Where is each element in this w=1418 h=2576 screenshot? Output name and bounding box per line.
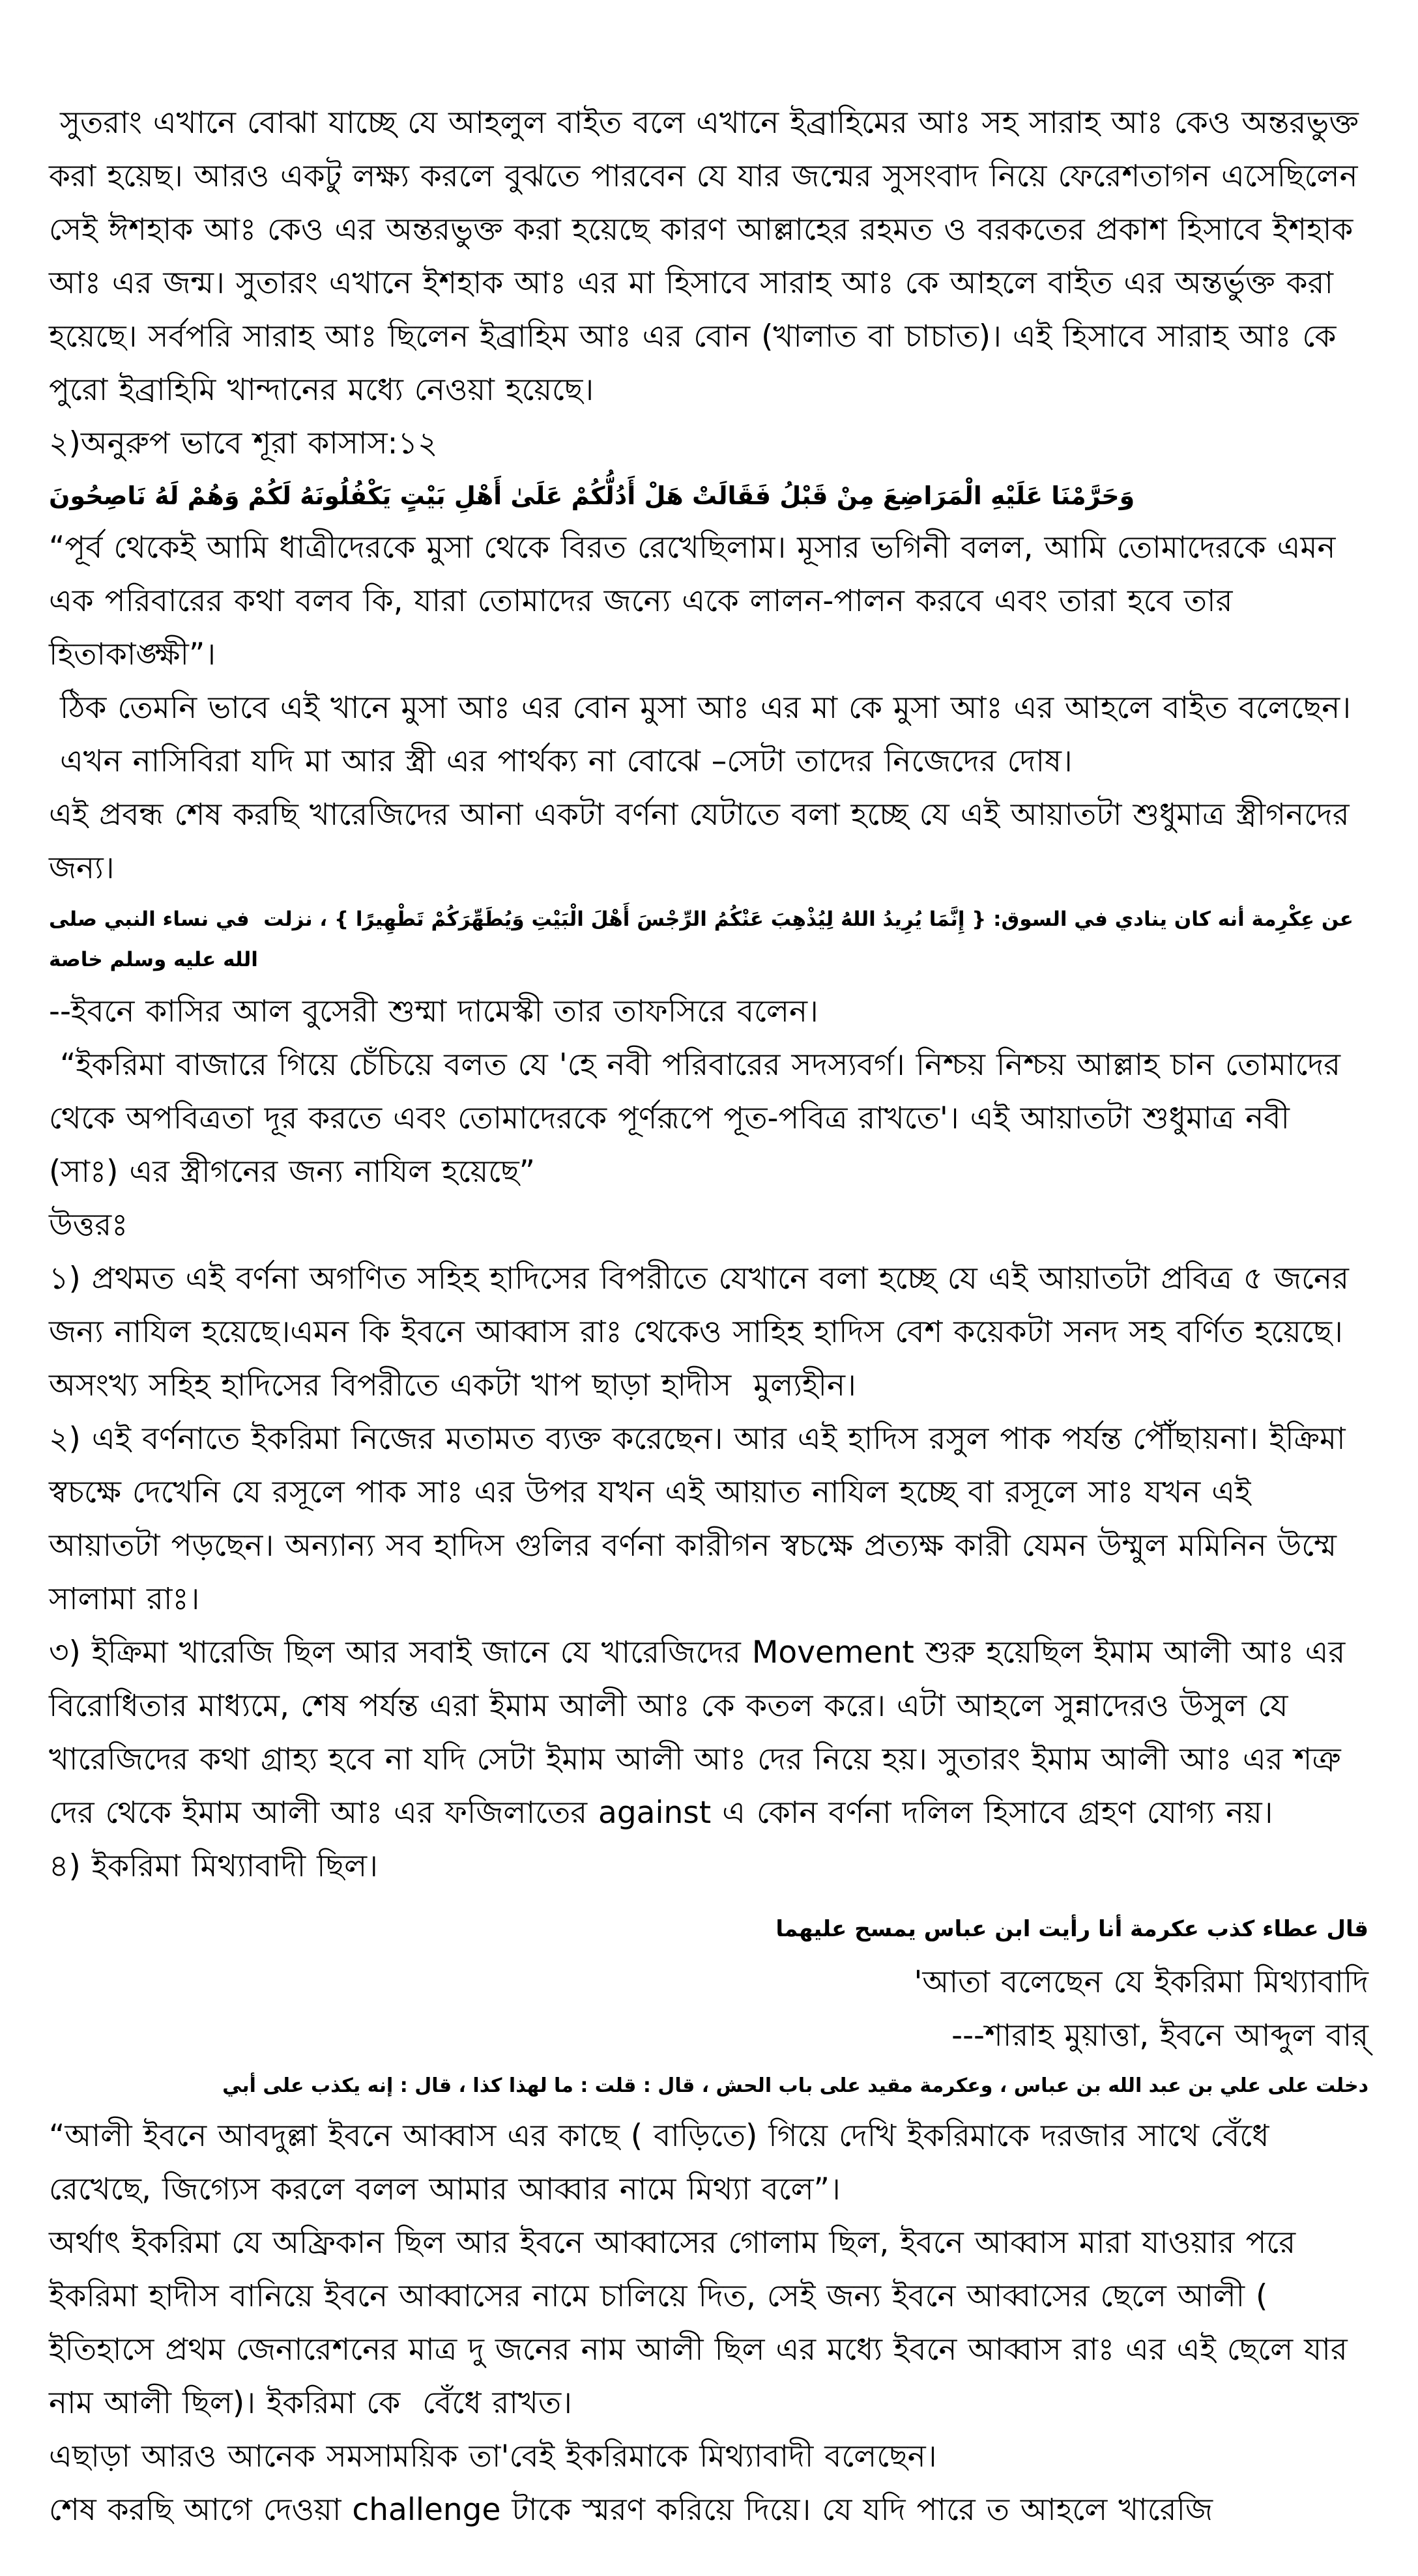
para-ibn-kathir: --ইবনে কাসির আল বুসেরী শুম্মা দামেস্কী তার তাফসিরে বলেন। bbox=[49, 994, 818, 1029]
para-closing-challenge: শেষ করছি আগে দেওয়া challenge টাকে স্মরণ করিয়ে দিয়ে। যে যদি পারে ত আহলে খারেজি bbox=[49, 2492, 1213, 2528]
para-musa-ahle-bait: ঠিক তেমনি ভাবে এই খানে মুসা আঃ এর বোন মুসা আঃ এর মা কে মুসা আঃ এর আহলে বাইত বলেছেন। bbox=[49, 690, 1352, 726]
quote-ali-ibn-abdullah: “আলী ইবনে আবদুল্লা ইবনে আব্বাস এর কাছে ( বাড়িতে) গিয়ে দেখি ইকরিমাকে দরজার সাথে বেঁধে রেখেছে, জিগ্যেস করলে বলল আমার আব্বার নামে মিথ্যা বলে”। bbox=[49, 2118, 1281, 2207]
answer-point-3: ৩) ইক্রিমা খারেজি ছিল আর সবাই জানে যে খারেজিদের Movement শুরু হয়েছিল ইমাম আলী আঃ এর বিরোধিতার মাধ্যমে, শেষ পর্যন্ত এরা ইমাম আলী আঃ কে কতল করে। এটা আহলে সুন্নাদেরও উসুল যে খারেজিদের কথা গ্রাহ্য হবে না যদি সেটা ইমাম আলী আঃ দের নিয়ে হয়। সুতারং ইমাম আলী আঃ এর শত্রু দের থেকে ইমাম আলী আঃ এর ফজিলাতের against এ কোন বর্ণনা দলিল হিসাবে গ্রহণ যোগ্য নয়। bbox=[49, 1635, 1357, 1831]
answer-point-2: ২) এই বর্ণনাতে ইকরিমা নিজের মতামত ব্যক্ত করেছেন। আর এই হাদিস রসুল পাক পর্যন্ত পৌঁছায়না। ইক্রিমা স্বচক্ষে দেখেনি যে রসূলে পাক সাঃ এর উপর যখন এই আয়াত নাযিল হচ্ছে বা রসূলে সাঃ যখন এই আয়াতটা পড়ছেন। অন্যান্য সব হাদিস গুলির বর্ণনা কারীগন স্বচক্ষে প্রত্যক্ষ কারী যেমন উম্মুল মমিনিন উম্মে সালামা রাঃ। bbox=[49, 1421, 1357, 1617]
answer-point-1: ১) প্রথমত এই বর্ণনা অগণিত সহিহ হাদিসের বিপরীতে যেখানে বলা হচ্ছে যে এই আয়াতটা প্রবিত্র ৫ জনের জন্য নাযিল হয়েছে।এমন কি ইবনে আব্বাস রাঃ থেকেও সাহিহ হাদিস বেশ কয়েকটা সনদ সহ বর্ণিত হয়েছে। অসংখ্য সহিহ হাদিসের বিপরীতে একটা খাপ ছাড়া হাদীস মুল্যহীন। bbox=[49, 1261, 1360, 1403]
para-probondho-shesh: এই প্রবন্ধ শেষ করছি খারেজিদের আনা একটা বর্ণনা যেটাতে বলা হচ্ছে যে এই আয়াতটা শুধুমাত্র স্ত্রীগনদের জন্য। bbox=[49, 797, 1361, 886]
translation-qasas: “পূর্ব থেকেই আমি ধাত্রীদেরকে মুসা থেকে বিরত রেখেছিলাম। মূসার ভগিনী বলল, আমি তোমাদেরকে এমন এক পরিবারের কথা বলব কি, যারা তোমাদের জন্যে একে লালন-পালন করবে এবং তারা হবে তার হিতাকাঙ্ক্ষী”। bbox=[49, 530, 1347, 672]
ata-translation: 'আতা বলেছেন যে ইকরিমা মিথ্যাবাদি bbox=[914, 1964, 1368, 2000]
answer-label: উত্তরঃ bbox=[49, 1207, 128, 1243]
para-ikrima-quote: “ইকরিমা বাজারে গিয়ে চেঁচিয়ে বলত যে 'হে নবী পরিবারের সদস্যবর্গ। নিশ্চয় নিশ্চয় আল্লাহ চান তোমাদের থেকে অপবিত্রতা দূর করতে এবং তোমাদেরকে পূর্ণরূপে পূত-পবিত্র রাখতে'। এই আয়াতটা শুধুমাত্র নবী (সাঃ) এর স্ত্রীগনের জন্য নাযিল হয়েছে” bbox=[49, 1047, 1352, 1190]
arabic-ikrima-report: عن عِكْرِمة أنه كان ينادي في السوق: { إِنَّمَا يُرِيدُ اللهُ لِيُذْهِبَ عَنْكُمُ الرِّجْسَ أَهْلَ الْبَيْتِ وَيُطَهِّرَكُمْ تَطْهِيرًا } ، نزلت في نساء النبي صلى الله عليه وسلم خاصة bbox=[42, 908, 1353, 971]
arabic-ata-quote: قال عطاء كذب عكرمة أنا رأيت ابن عباس يمسح عليهما bbox=[775, 1916, 1368, 1942]
para-nasibi: এখন নাসিবিরা যদি মা আর স্ত্রী এর পার্থক্য না বোঝে –সেটা তাদের নিজেদের দোষ। bbox=[49, 743, 1073, 779]
arabic-verse-qasas: وَحَرَّمْنَا عَلَيْهِ الْمَرَاضِعَ مِنْ قَبْلُ فَقَالَتْ هَلْ أَدُلُّكُمْ عَلَىٰ أَهْلِ بَيْتٍ يَكْفُلُونَهُ لَكُمْ وَهُمْ لَهُ نَاصِحُونَ bbox=[49, 481, 1135, 510]
para-contemporaries: এছাড়া আরও আনেক সমসাময়িক তা'বেই ইকরিমাকে মিথ্যাবাদী বলেছেন। bbox=[49, 2439, 937, 2474]
source-sharah-muatta: ---শারাহ মুয়াত্তা, ইবনে আব্দুল বার্ bbox=[951, 2018, 1368, 2054]
heading-sura-qasas: ২)অনুরুপ ভাবে শূরা কাসাস:১২ bbox=[49, 425, 438, 461]
arabic-dakhaltu-report: دخلت على علي بن عبد الله بن عباس ، وعكرمة مقيد على باب الحش ، قال : قلت : ما لهذا كذا ، قال : إنه يكذب على أبي bbox=[222, 2074, 1368, 2097]
para-meaning-ikrima: অর্থাৎ ইকরিমা যে অফ্রিকান ছিল আর ইবনে আব্বাসের গোলাম ছিল, ইবনে আব্বাস মারা যাওয়ার পরে ইকরিমা হাদীস বানিয়ে ইবনে আব্বাসের নামে চালিয়ে দিত, সেই জন্য ইবনে আব্বাসের ছেলে আলী ( ইতিহাসে প্রথম জেনারেশনের মাত্র দু জনের নাম আলী ছিল এর মধ্যে ইবনে আব্বাস রাঃ এর এই ছেলে যার নাম আলী ছিল)। ইকরিমা কে বেঁধে রাখত। bbox=[49, 2225, 1359, 2421]
intro-paragraph: সুতরাং এখানে বোঝা যাচ্ছে যে আহলুল বাইত বলে এখানে ইব্রাহিমের আঃ সহ সারাহ আঃ কেও অন্তরভুক্ত করা হয়েছ। আরও একটু লক্ষ্য করলে বুঝতে পারবেন যে যার জন্মের সুসংবাদ নিয়ে ফেরেশতাগন এসেছিলেন সেই ঈশহাক আঃ কেও এর অন্তরভুক্ত করা হয়েছে কারণ আল্লাহের রহমত ও বরকতের প্রকাশ হিসাবে ইশহাক আঃ এর জন্ম। সুতারং এখানে ইশহাক আঃ এর মা হিসাবে সারাহ আঃ কে আহলে বাইত এর অন্তর্ভুক্ত করা হয়েছে। সর্বপরি সারাহ আঃ ছিলেন ইব্রাহিম আঃ এর বোন (খালাত বা চাচাত)। এই হিসাবে সারাহ আঃ কে পুরো ইব্রাহিমি খান্দানের মধ্যে নেওয়া হয়েছে। bbox=[49, 105, 1370, 408]
answer-point-4: ৪) ইকরিমা মিথ্যাবাদী ছিল। bbox=[49, 1848, 378, 1884]
